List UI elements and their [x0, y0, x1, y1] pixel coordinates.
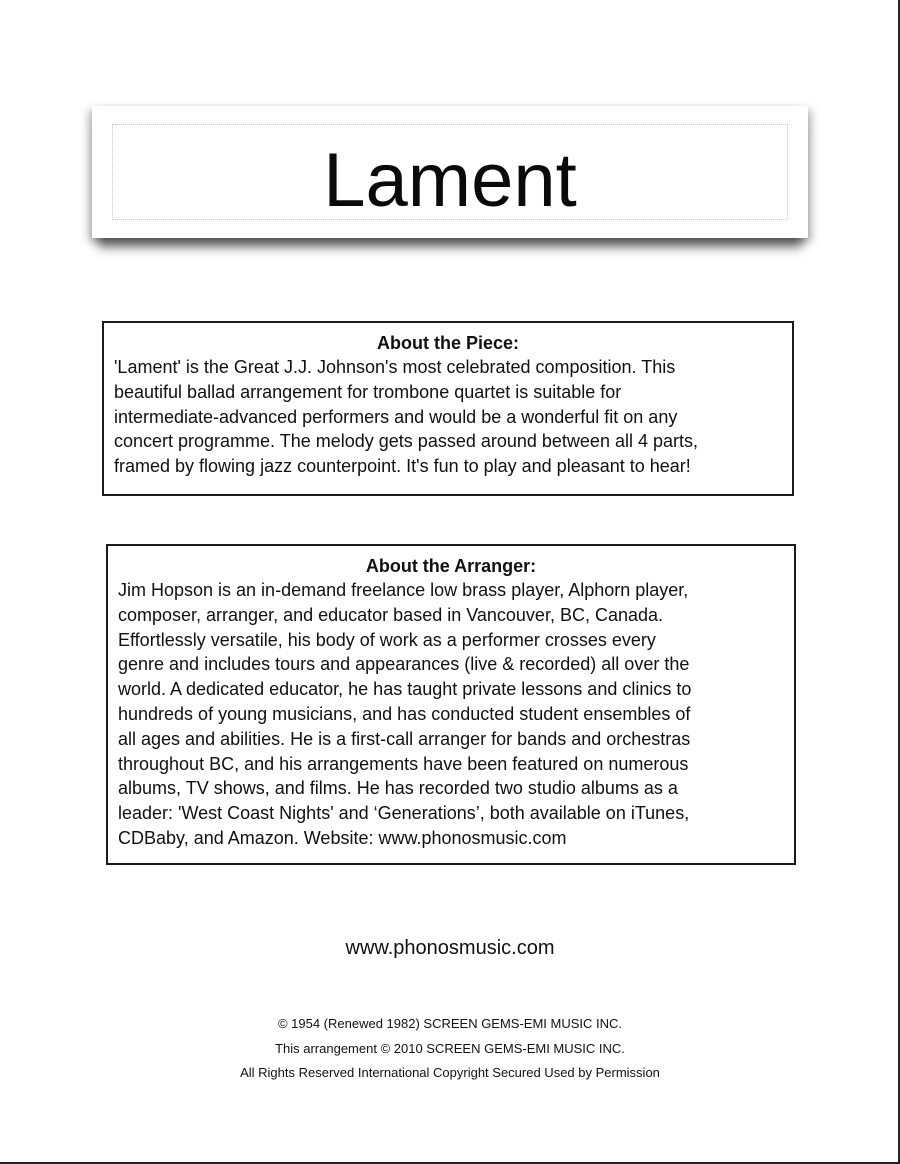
about-piece-line: intermediate-advanced performers and would be a wonderful fit on any: [114, 406, 678, 427]
about-arranger-line: all ages and abilities. He is a first-call arranger for bands and orchestras: [118, 728, 691, 749]
about-arranger-line: leader: 'West Coast Nights' and ‘Generations’, both available on iTunes,: [118, 803, 690, 824]
about-arranger-line: Jim Hopson is an in-demand freelance low brass player, Alphorn player,: [118, 580, 689, 600]
about-arranger-box: [106, 544, 796, 865]
title-banner: [92, 106, 808, 238]
about-arranger-line: genre and includes tours and appearances (live & recorded) all over the: [118, 654, 690, 675]
about-arranger-line: throughout BC, and his arrangements have been featured on numerous: [118, 753, 689, 774]
copyright-notice: [0, 1012, 900, 1086]
about-arranger-line: albums, TV shows, and films. He has recorded two studio albums as a: [118, 778, 678, 799]
about-arranger-line: hundreds of young musicians, and has conducted student ensembles of: [118, 703, 691, 724]
about-arranger-line: composer, arranger, and educator based in Vancouver, BC, Canada.: [118, 604, 664, 625]
about-arranger-line: CDBaby, and Amazon. Website: www.phonosmusic.com: [118, 827, 567, 848]
about-arranger-line: Effortlessly versatile, his body of work as a performer crosses every: [118, 629, 656, 650]
copyright-line: This arrangement © 2010 SCREEN GEMS-EMI MUSIC INC.: [275, 1040, 625, 1056]
about-piece-box: [102, 321, 794, 496]
about-piece-line: concert programme. The melody gets passed around between all 4 parts,: [114, 431, 698, 452]
about-piece-line: beautiful ballad arrangement for trombone quartet is suitable for: [114, 381, 622, 402]
about-piece-line: framed by flowing jazz counterpoint. It's fun to play and pleasant to hear!: [114, 456, 691, 477]
page-title: Lament: [323, 138, 577, 223]
about-piece-heading: About the Piece:: [376, 333, 519, 353]
copyright-line: © 1954 (Renewed 1982) SCREEN GEMS-EMI MUSIC INC.: [277, 1016, 623, 1031]
website-link: www.phonosmusic.com: [345, 937, 555, 959]
about-piece-line: 'Lament' is the Great J.J. Johnson's most celebrated composition. This: [114, 357, 676, 377]
about-arranger-heading: About the Arranger:: [365, 556, 537, 576]
about-arranger-line: world. A dedicated educator, he has taught private lessons and clinics to: [118, 679, 692, 700]
copyright-line: All Rights Reserved International Copyright Secured Used by Permission: [240, 1065, 660, 1080]
